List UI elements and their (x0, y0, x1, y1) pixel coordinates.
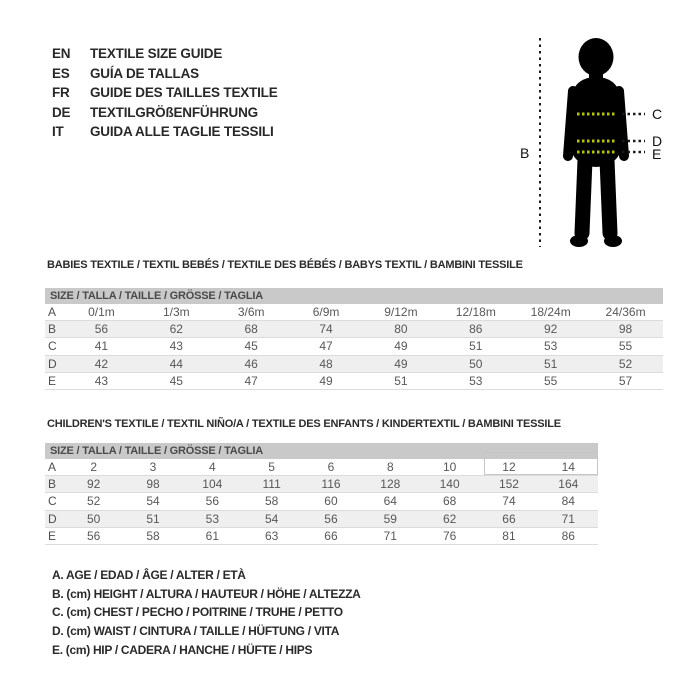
row-label: D (48, 511, 57, 526)
row-label: B (48, 322, 57, 337)
legend-age: A. AGE / EDAD / ÂGE / ALTER / ETÀ (52, 568, 246, 582)
table-cell: 128 (380, 477, 401, 492)
table-cell: 54 (264, 511, 279, 526)
table-cell: 76 (442, 528, 457, 543)
table-cell: 81 (502, 528, 516, 543)
table-cell: 8 (386, 460, 394, 474)
table-cell: 14 (561, 460, 575, 474)
language-code: DE (52, 104, 71, 120)
language-label: GUIDA ALLE TAGLIE TESSILI (90, 124, 274, 140)
table-cell: 66 (324, 528, 338, 543)
language-row-en (52, 44, 278, 64)
table-cell: 42 (94, 356, 109, 371)
table-cell: 58 (264, 494, 279, 509)
children-section-title: CHILDREN'S TEXTILE / TEXTIL NIÑO/A / TEXTILE DES ENFANTS / KINDERTEXTIL / BAMBINI TESSILE (47, 418, 561, 430)
table-cell: 111 (262, 477, 281, 492)
table-cell: 54 (146, 494, 160, 509)
babies-size-table (45, 288, 663, 390)
table-cell: 56 (94, 322, 109, 337)
table-row-chest (45, 338, 663, 355)
table-cell: 55 (544, 373, 558, 388)
table-cell: 68 (244, 322, 258, 337)
legend-waist: D. (cm) WAIST / CINTURA / TAILLE / HÜFTUNG / VITA (52, 624, 340, 639)
table-cell: 2 (90, 460, 97, 474)
table-cell: 98 (618, 322, 633, 337)
table-cell: 43 (94, 373, 109, 388)
table-cell: 98 (146, 477, 160, 492)
table-cell: 51 (394, 373, 408, 388)
babies-section-title: BABIES TEXTILE / TEXTIL BEBÉS / TEXTILE DES BÉBÉS / BABYS TEXTIL / BAMBINI TESSILE (47, 259, 523, 271)
table-cell: 71 (561, 511, 575, 526)
table-cell: 47 (244, 373, 258, 388)
table-row-chest (45, 493, 598, 510)
table-cell: 66 (502, 511, 516, 526)
table-cell: 0/1m (88, 305, 115, 319)
table-cell: 53 (544, 339, 558, 354)
table-cell: 74 (502, 494, 516, 509)
language-code: ES (52, 65, 70, 81)
language-label: TEXTILGRÖßENFÜHRUNG (90, 104, 258, 120)
table-row-hip (45, 528, 598, 545)
language-code: EN (52, 46, 71, 62)
table-cell: 50 (469, 356, 483, 371)
language-list (52, 44, 278, 142)
table-cell: 61 (205, 528, 219, 543)
table-cell: 64 (383, 494, 397, 509)
table-cell: 74 (319, 322, 333, 337)
table-cell: 3/6m (237, 305, 265, 319)
table-cell: 45 (244, 339, 258, 354)
table-cell: 24/36m (605, 305, 646, 319)
table-cell: 52 (86, 494, 101, 509)
legend-chest: C. (cm) CHEST / PECHO / POITRINE / TRUHE / PETTO (52, 605, 343, 620)
row-label: A (48, 460, 57, 474)
row-label: E (48, 528, 57, 543)
waist-label: D (652, 133, 663, 149)
table-cell: 62 (169, 322, 183, 337)
table-cell: 18/24m (530, 305, 571, 319)
table-cell: 68 (442, 494, 457, 509)
row-label: A (48, 305, 57, 319)
table-cell: 104 (202, 477, 223, 492)
table-cell: 56 (205, 494, 219, 509)
table-cell: 86 (561, 528, 575, 543)
selected-size-highlight (484, 452, 598, 475)
chest-label: C (652, 106, 663, 122)
table-cell: 3 (149, 460, 157, 474)
row-label: C (48, 494, 57, 509)
table-cell: 50 (86, 511, 101, 526)
measurement-legend (52, 566, 361, 659)
table-cell: 43 (169, 339, 183, 354)
table-cell: 51 (544, 356, 558, 371)
table-cell: 49 (319, 373, 333, 388)
table-cell: 140 (439, 477, 460, 492)
table-row-waist (45, 511, 598, 528)
language-code: IT (52, 124, 64, 140)
table-cell: 116 (321, 477, 341, 492)
table-cell: 47 (319, 339, 333, 354)
table-cell: 12/18m (455, 305, 496, 319)
language-label: TEXTILE SIZE GUIDE (90, 46, 223, 62)
table-cell: 86 (469, 322, 483, 337)
table-cell: 56 (324, 511, 338, 526)
children-table-header: SIZE / TALLA / TAILLE / GRÖSSE / TAGLIA (45, 443, 598, 459)
table-cell: 51 (146, 511, 160, 526)
table-cell: 49 (394, 339, 408, 354)
row-label: D (48, 356, 57, 371)
table-row-height (45, 321, 663, 338)
table-cell: 45 (169, 373, 183, 388)
table-cell: 55 (618, 339, 633, 354)
table-cell: 4 (208, 460, 216, 474)
table-cell: 71 (383, 528, 397, 543)
legend-height: B. (cm) HEIGHT / ALTURA / HAUTEUR / HÖHE / ALTEZZA (52, 586, 361, 601)
table-cell: 62 (442, 511, 457, 526)
child-silhouette-diagram (512, 25, 697, 260)
table-cell: 53 (205, 511, 219, 526)
table-cell: 63 (264, 528, 279, 543)
table-row-hip (45, 373, 663, 390)
table-cell: 6 (327, 460, 335, 474)
table-cell: 56 (86, 528, 101, 543)
row-label: B (48, 477, 57, 492)
table-cell: 48 (319, 356, 333, 371)
table-cell: 51 (469, 339, 483, 354)
table-cell: 58 (146, 528, 160, 543)
table-cell: 41 (94, 339, 109, 354)
table-cell: 84 (561, 494, 575, 509)
table-cell: 152 (498, 477, 519, 492)
row-label: E (48, 373, 57, 388)
table-cell: 9/12m (384, 305, 418, 319)
table-cell: 52 (618, 356, 633, 371)
table-cell: 44 (169, 356, 183, 371)
table-cell: 12 (502, 460, 516, 474)
table-cell: 60 (324, 494, 338, 509)
language-code: FR (52, 85, 70, 101)
babies-table-header: SIZE / TALLA / TAILLE / GRÖSSE / TAGLIA (45, 288, 663, 304)
table-cell: 92 (86, 477, 101, 492)
table-cell: 46 (244, 356, 258, 371)
language-label: GUIDE DES TAILLES TEXTILE (90, 85, 278, 101)
table-cell: 92 (544, 322, 558, 337)
table-cell: 80 (394, 322, 408, 337)
child-silhouette (568, 38, 624, 247)
row-label: C (48, 339, 57, 354)
language-label: GUÍA DE TALLAS (90, 65, 199, 81)
table-cell: 164 (558, 477, 579, 492)
table-row-height (45, 476, 598, 493)
table-cell: 53 (469, 373, 483, 388)
table-cell: 5 (268, 460, 275, 474)
height-label: B (520, 145, 530, 161)
table-cell: 10 (442, 460, 457, 474)
table-row-waist (45, 356, 663, 373)
language-row-de (52, 103, 278, 123)
table-cell: 6/9m (312, 305, 340, 319)
table-cell: 1/3m (162, 305, 190, 319)
table-row-age (45, 304, 663, 321)
legend-hip: E. (cm) HIP / CADERA / HANCHE / HÜFTE / HIPS (52, 642, 313, 657)
language-row-es (52, 64, 278, 84)
language-row-fr (52, 83, 278, 103)
table-cell: 49 (394, 356, 408, 371)
table-cell: 59 (383, 511, 397, 526)
language-row-it (52, 122, 278, 142)
table-cell: 57 (618, 373, 633, 388)
hip-label: E (652, 146, 662, 162)
